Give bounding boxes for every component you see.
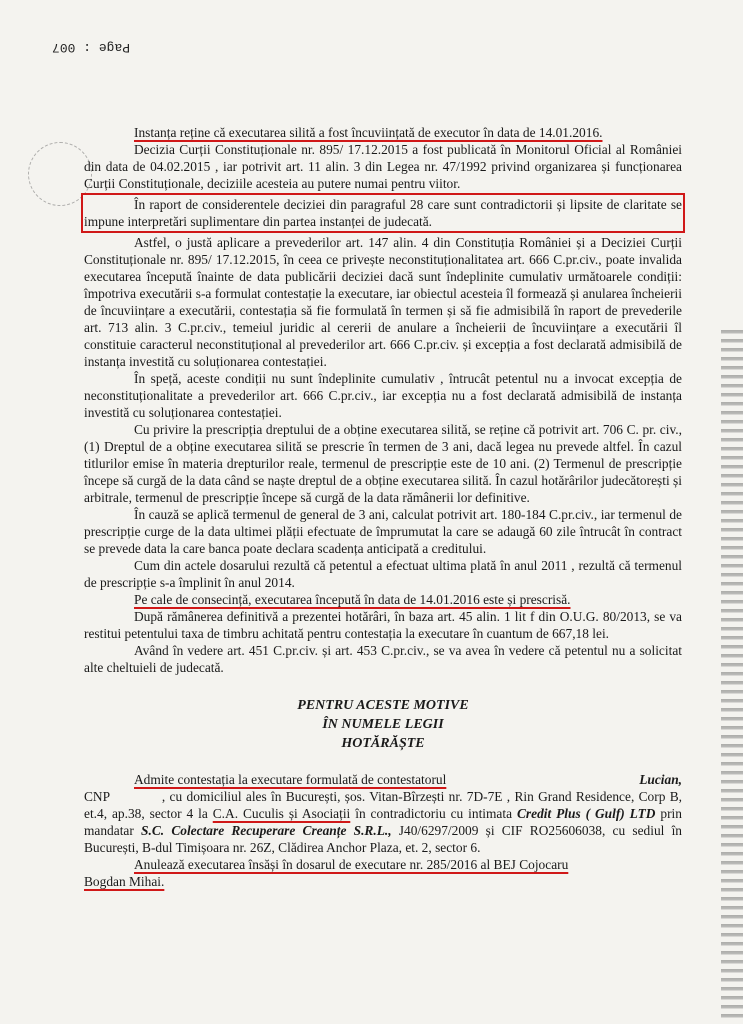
paragraph-8: Cum din actele dosarului rezultă că petentul a efectuat ultima plată în anul 2011 , rezultă că termenul de prescripție s-a împlinit în anul 2014. xyxy=(84,558,682,590)
document-body xyxy=(84,124,682,890)
ruling-bogdan xyxy=(84,873,682,890)
highlight-underline: Pe cale de consecință, executarea începută în data de 14.01.2016 este și prescrisă. xyxy=(134,592,571,607)
highlight-underline: Admite contestația la executare formulată de contestatorul xyxy=(134,772,447,787)
mandatar-text: prin mandatar xyxy=(84,806,682,838)
court-stamp xyxy=(28,142,92,206)
ruling-heading xyxy=(84,696,682,753)
heading-line-3: HOTĂRĂȘTE xyxy=(341,736,425,751)
heading-line-2: ÎN NUMELE LEGII xyxy=(322,717,444,732)
firm-name: C.A. Cuculis și Asociații xyxy=(212,806,351,821)
domicile-text: , cu domiciliul ales în București, șos. Vitan-Bîrzești nr. 7D-7E , Rin Grand Residence, Corp B, et.4, ap.38, sector 4 la xyxy=(84,789,682,821)
ruling-details xyxy=(84,788,682,856)
heading-line-1: PENTRU ACESTE MOTIVE xyxy=(297,698,469,713)
paragraph-10: După rămânerea definitivă a prezentei hotărâri, în baza art. 45 alin. 1 lit f din O.U.G. 80/2013, se va restitui petentului taxa de timbru achitată pentru contestația la executare în cuantum de 667,18 lei. xyxy=(84,609,682,641)
paragraph-2: Decizia Curții Constituționale nr. 895/ 17.12.2015 a fost publicată în Monitorul Oficial al României din data de 04.02.2015 , iar potrivit art. 11 alin. 3 din Legea nr. 47/1992 privind organizarea și funcționarea Curții Constituționale, deciziile acesteia au putere numai pentru viitor. xyxy=(84,142,682,191)
cnp-label: CNP xyxy=(84,789,110,804)
colectare-name: S.C. Colectare Recuperare Creanțe S.R.L., xyxy=(141,823,392,838)
paragraph-5: În speță, aceste condiții nu sunt îndeplinite cumulativ , întrucât petentul nu a invocat excepția de neconstituționalitate a prevederilor art. 666 C.pr.civ., iar excepția nu a fost declarată admisibilă de instanța investită cu soluționarea contestației. xyxy=(84,371,682,420)
highlight-underline: Instanța reține că executarea silită a fost încuviințată de executor în data de 14.01.2016. xyxy=(134,125,603,140)
paragraph-4: Astfel, o justă aplicare a prevederilor art. 147 alin. 4 din Constituția României și a Deciziei Curții Constituționale nr. 895/ 17.12.2015, în ceea ce privește neconstituționalitatea art. 666 C.pr.civ., poate invalida executarea începută înainte de data publicării deciziei dacă sunt îndeplinite cumulativ următoarele condiții: împotriva executării s-a formulat contestație la executare, iar obiectul acesteia îl formează și anularea încheierii de încuviințare a executării, contestația să fie formulată în termen și să fie admisibilă în raport de prevederile art. 713 alin. 3 C.pr.civ., temeiul juridic al cererii de anulare a încheierii de încuviințare a executării îl constituie caracterul neconstituțional al prevederilor art. 666 C.pr.civ. și excepția a fost declarată admisibilă de instanța investită cu soluționarea contestației. xyxy=(84,235,682,369)
intimata-name: Credit Plus ( Gulf) LTD xyxy=(516,806,656,821)
name-lucian: Lucian, xyxy=(639,772,682,787)
paragraph-6: Cu privire la prescripția dreptului de a obține executarea silită, se reține că potrivit art. 706 C. pr. civ.,(1) Dreptul de a obține executarea silită se prescrie în termen de 3 ani, dacă legea nu prevede altfel. În cazul titlurilor emise în materia drepturilor reale, termenul de prescripție este de 10 ani. (2) Termenul de prescripție începe să curgă de la data când se naște dreptul de a obține executarea silită. În cazul hotărârilor judecătorești și arbitrale, termenul de prescripție începe să curgă de la data rămânerii lor definitive. xyxy=(84,422,682,505)
highlight-underline: Bogdan Mihai. xyxy=(84,874,165,889)
paragraph-1 xyxy=(84,124,682,141)
contradictoriu-text: în contradictoriu cu intimata xyxy=(355,806,513,821)
page-number-label: Page : 007 xyxy=(52,40,131,55)
paragraph-7: În cauză se aplică termenul de general de 3 ani, calculat potrivit art. 180-184 C.pr.civ., iar termenul de prescripție curge de la data ultimei plății efectuate de împrumutat la care se adaugă 60 zile întrucât în contract se prevede data la care banca poate declara scadența anticipată a creditului. xyxy=(84,507,682,556)
paragraph-11: Având în vedere art. 451 C.pr.civ. și art. 453 C.pr.civ., se va avea în vedere că petentul nu a solicitat alte cheltuieli de judecată. xyxy=(84,643,682,675)
paragraph-9 xyxy=(84,591,682,608)
paragraph-3-boxed: În raport de considerentele deciziei din paragraful 28 care sunt contradictorii și lipsite de claritate se impune interpretări suplimentare din partea instanței de judecată. xyxy=(84,197,682,229)
ruling-anuleaza xyxy=(84,856,682,873)
address-text: J40/6297/2009 și CIF RO25606038, cu sediul în București, B-dul Timișoara nr. 26Z, Clădirea Anchor Plaza, et. 2, sector 6. xyxy=(84,823,682,855)
scan-edge-artifact xyxy=(721,330,743,1020)
ruling-admite xyxy=(84,771,682,788)
highlight-underline: Anulează executarea însăși în dosarul de executare nr. 285/2016 al BEJ Cojocaru xyxy=(134,857,569,872)
